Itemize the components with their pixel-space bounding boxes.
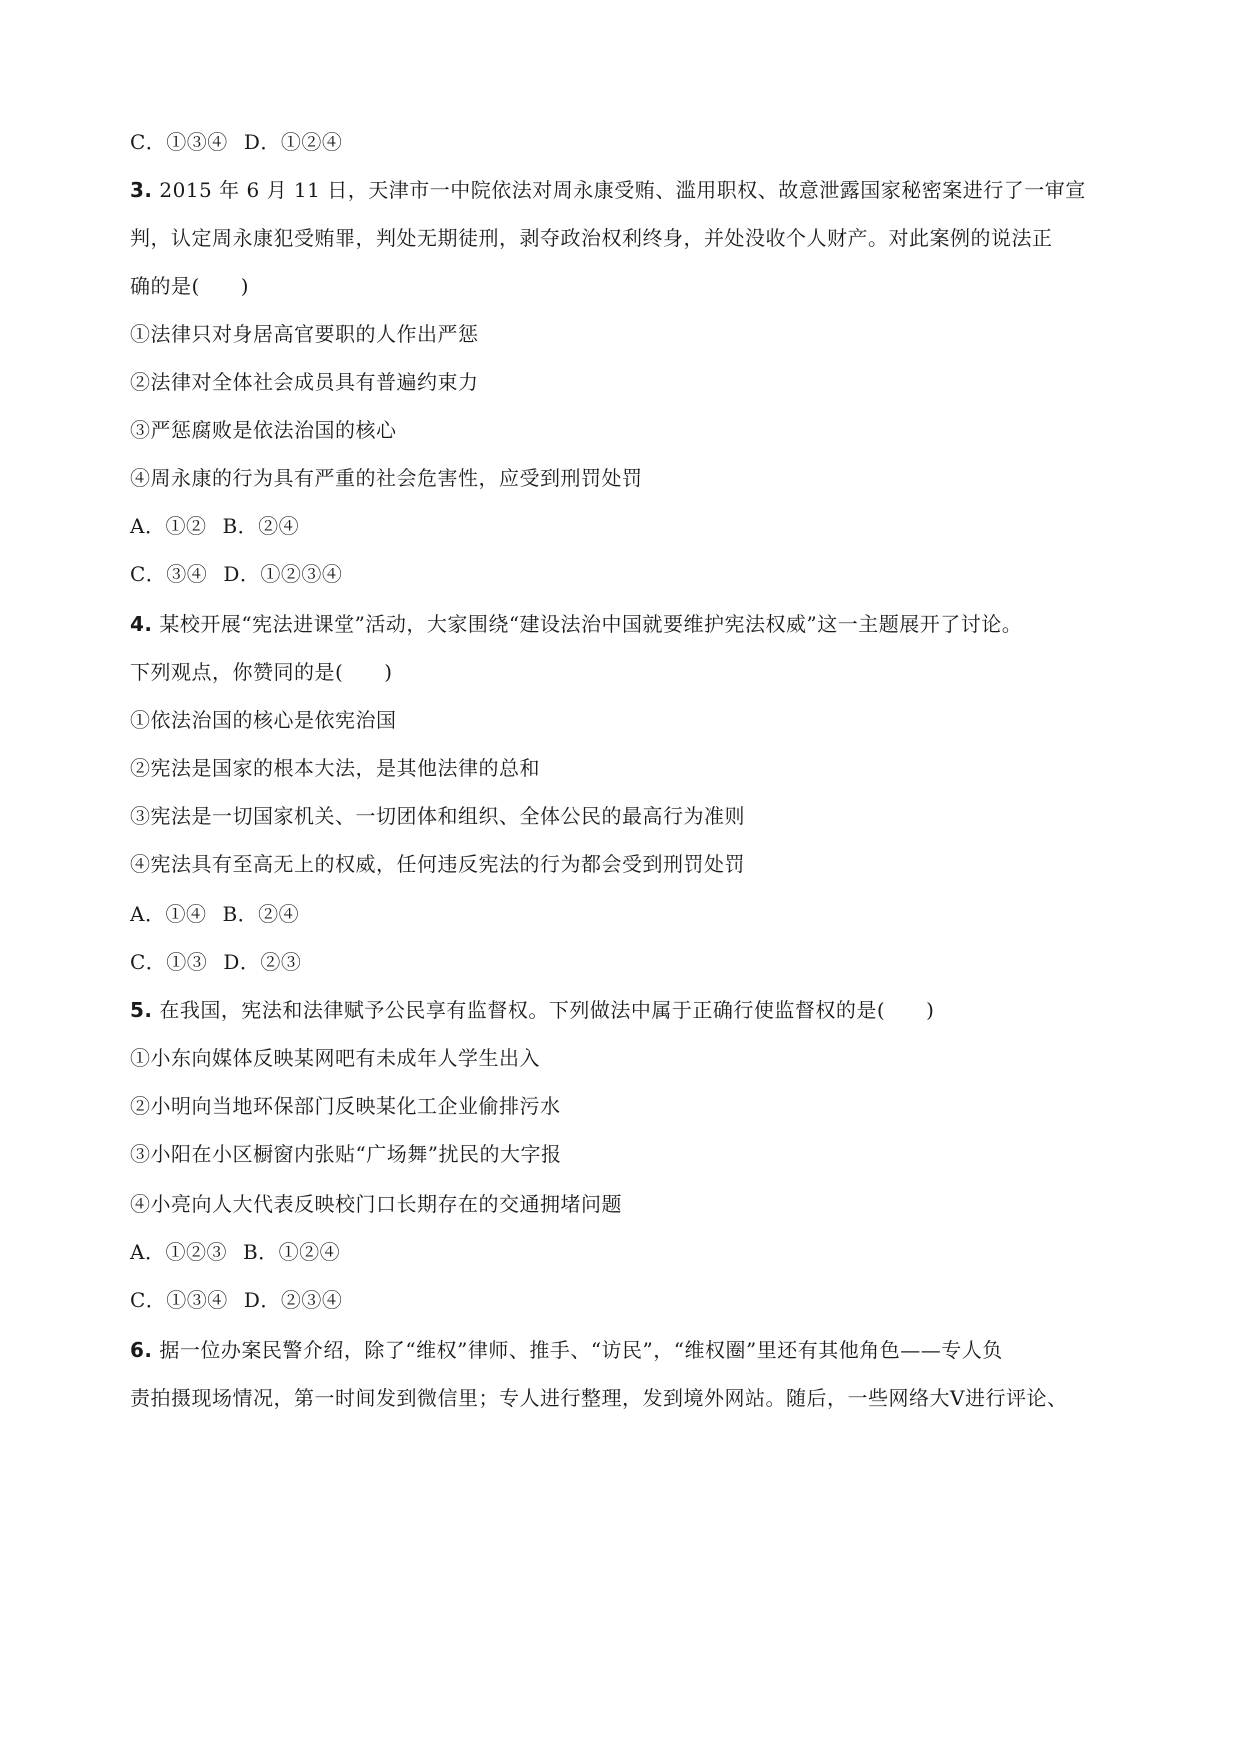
q4-number: 4. (130, 612, 153, 636)
q5-statement-1: ①小东向媒体反映某网吧有未成年人学生出入 (130, 1046, 540, 1070)
q5-stem-text1: 在我国，宪法和法律赋予公民享有监督权。下列做法中属于正确行使监督权的是( ) (159, 998, 935, 1022)
q3-option-a: A．①② (130, 514, 207, 538)
q6-stem-text1: 据一位办案民警介绍，除了“维权”律师、推手、“访民”，“维权圈”里还有其他角色——专人负 (159, 1338, 1003, 1362)
q3-statement-1: ①法律只对身居高官要职的人作出严惩 (130, 322, 479, 346)
q3-stem-line2: 判，认定周永康犯受贿罪，判处无期徒刑，剥夺政治权利终身，并处没收个人财产。对此案例的说法正 (130, 226, 1053, 250)
q4-options-ab (130, 900, 299, 928)
q3-stem-line1 (130, 176, 1086, 204)
q3-option-d: D．①②③④ (223, 562, 343, 586)
q5-option-a: A．①②③ (130, 1240, 227, 1264)
q4-statement-1: ①依法治国的核心是依宪治国 (130, 708, 397, 732)
q3-option-b: B．②④ (222, 514, 300, 538)
q5-option-b: B．①②④ (242, 1240, 341, 1264)
q2-option-d: D．①②④ (243, 130, 343, 154)
q3-options-ab (130, 512, 299, 540)
q6-number: 6. (130, 1338, 153, 1362)
q5-options-ab (130, 1238, 340, 1266)
q5-statement-2: ②小明向当地环保部门反映某化工企业偷排污水 (130, 1094, 561, 1118)
q5-number: 5. (130, 998, 153, 1022)
q3-number: 3. (130, 178, 153, 202)
q4-option-b: B．②④ (222, 902, 300, 926)
q6-stem-line2: 责拍摄现场情况，第一时间发到微信里；专人进行整理，发到境外网站。随后，一些网络大V进行评论、 (130, 1386, 1068, 1410)
q5-option-c: C．①③④ (130, 1288, 228, 1312)
q5-statement-3: ③小阳在小区橱窗内张贴“广场舞”扰民的大字报 (130, 1142, 562, 1166)
q5-options-cd (130, 1286, 342, 1314)
q5-stem-line1 (130, 996, 934, 1024)
q4-option-a: A．①④ (130, 902, 207, 926)
q3-stem-line3: 确的是( ) (130, 274, 250, 298)
q3-options-cd (130, 560, 342, 588)
q6-stem-line1 (130, 1336, 1003, 1364)
q4-options-cd (130, 948, 301, 976)
q4-statement-3: ③宪法是一切国家机关、一切团体和组织、全体公民的最高行为准则 (130, 804, 745, 828)
q2-option-c: C．①③④ (130, 130, 228, 154)
q3-statement-2: ②法律对全体社会成员具有普遍约束力 (130, 370, 479, 394)
q4-option-c: C．①③ (130, 950, 208, 974)
q3-statement-4: ④周永康的行为具有严重的社会危害性，应受到刑罚处罚 (130, 466, 643, 490)
q4-stem-line1 (130, 610, 1022, 638)
q4-statement-4: ④宪法具有至高无上的权威，任何违反宪法的行为都会受到刑罚处罚 (130, 852, 745, 876)
q3-option-c: C．③④ (130, 562, 208, 586)
q4-option-d: D．②③ (223, 950, 302, 974)
q4-stem-line2: 下列观点，你赞同的是( ) (130, 660, 393, 684)
q5-option-d: D．②③④ (243, 1288, 343, 1312)
q5-statement-4: ④小亮向人大代表反映校门口长期存在的交通拥堵问题 (130, 1192, 622, 1216)
q4-stem-text1: 某校开展“宪法进课堂”活动，大家围绕“建设法治中国就要维护宪法权威”这一主题展开了讨论。 (159, 612, 1023, 636)
q4-statement-2: ②宪法是国家的根本大法，是其他法律的总和 (130, 756, 540, 780)
q2-options-cd (130, 128, 342, 156)
q3-stem-text1: 2015 年 6 月 11 日，天津市一中院依法对周永康受贿、滥用职权、故意泄露国家秘密案进行了一审宣 (159, 178, 1086, 202)
q3-statement-3: ③严惩腐败是依法治国的核心 (130, 418, 397, 442)
